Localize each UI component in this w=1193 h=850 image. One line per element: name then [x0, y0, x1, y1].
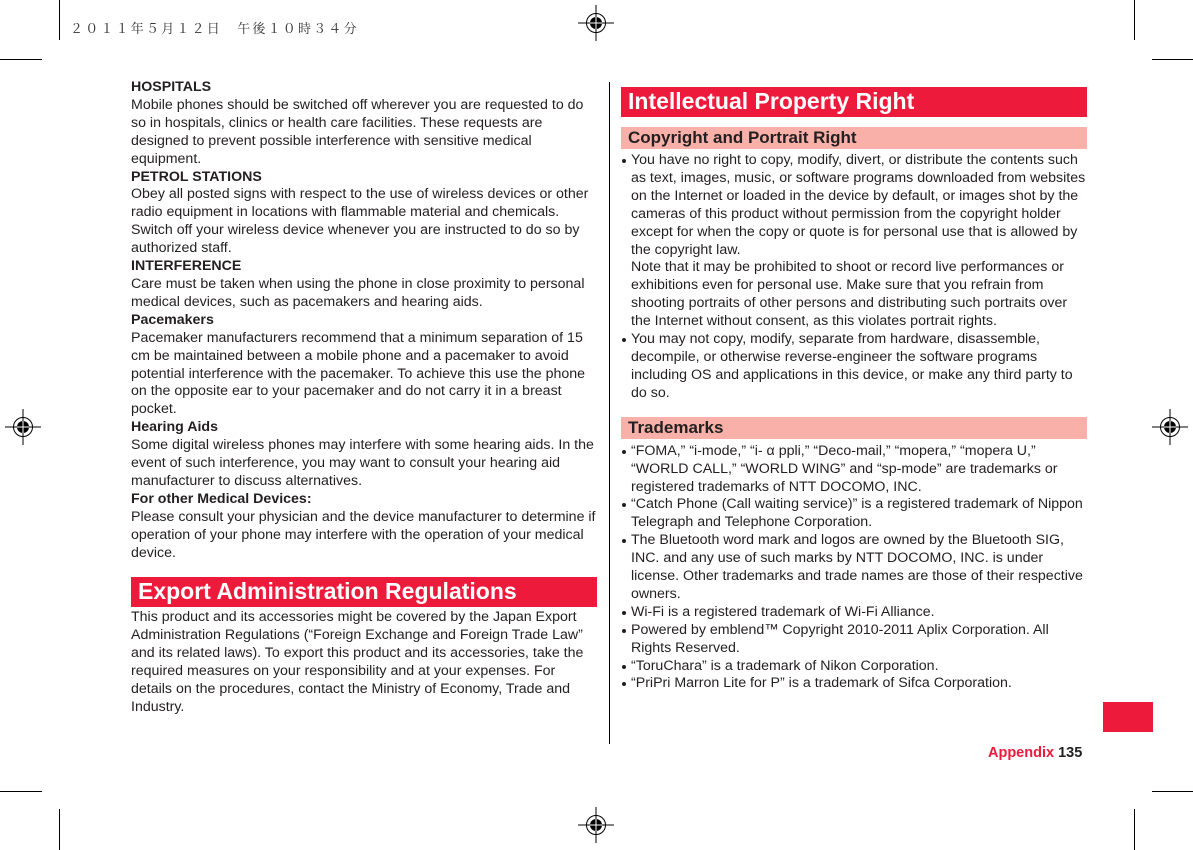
- section-heading: INTERFERENCE: [131, 258, 242, 275]
- list-item: Wi-Fi is a registered trademark of Wi-Fi Alliance.: [621, 604, 1087, 622]
- ip-title: Intellectual Property Right: [621, 87, 1087, 117]
- crop-mark: [0, 791, 42, 792]
- section-heading: Pacemakers: [131, 311, 214, 328]
- section-body: Obey all posted signs with respect to the use of wireless devices or other radio equipment in locations with flammable material and chemicals. Switch off your wireless device whenever you are instructed to do so by authorized staff.: [131, 186, 589, 257]
- list-item: “Catch Phone (Call waiting service)” is a registered trademark of Nippon Telegraph and Telephone Corporation.: [621, 496, 1087, 532]
- export-title: Export Administration Regulations: [131, 577, 597, 607]
- crop-mark: [0, 59, 42, 60]
- print-timestamp: ２０１１年５月１２日 午後１０時３４分: [70, 22, 359, 37]
- crop-mark: [59, 809, 60, 850]
- crop-mark: [1134, 0, 1135, 40]
- section-heading: For other Medical Devices:: [131, 490, 312, 507]
- list-item: Powered by emblend™ Copyright 2010-2011 Aplix Corporation. All Rights Reserved.: [621, 622, 1087, 658]
- list-item: The Bluetooth word mark and logos are owned by the Bluetooth SIG, INC. and any use of such marks by NTT DOCOMO, INC. is under license. Other trademarks and trade names are those of their respective owners.: [621, 532, 1087, 604]
- list-item: “FOMA,” “i-mode,” “i- α ppli,” “Deco-mail,” “mopera,” “mopera U,” “WORLD CALL,” “WORLD WING” and “sp-mode” are trademarks or registered trademarks of NTT DOCOMO, INC.: [621, 443, 1087, 497]
- crop-mark: [1134, 809, 1135, 850]
- list-item: “ToruChara” is a trademark of Nikon Corporation.: [621, 658, 1087, 676]
- bullet-text: You have no right to copy, modify, divert, or distribute the contents such as text, images, music, or software programs downloaded from websites on the Internet or loaded in the device by default, or images shot by the cameras of this product without permission from the copyright holder except for when the copy or quote is for personal use that is allowed by the copyright law.: [631, 152, 1086, 258]
- crop-mark: [1152, 59, 1193, 60]
- list-item: [621, 152, 1087, 331]
- registration-mark-icon: [578, 5, 614, 41]
- page-footer: [988, 745, 1082, 761]
- list-item: “PriPri Marron Lite for P” is a trademark of Sifca Corporation.: [621, 675, 1087, 693]
- crop-mark: [59, 0, 60, 40]
- index-tab: [1103, 702, 1153, 732]
- section-heading: Hearing Aids: [131, 419, 218, 436]
- trademarks-list: [621, 443, 1087, 694]
- section-body: Please consult your physician and the device manufacturer to determine if operation of your phone may interfere with the operation of your medical device.: [131, 508, 596, 561]
- bullet-note: Note that it may be prohibited to shoot or record live performances or exhibitions even for personal use. Make sure that you refrain from shooting portraits of other persons and distributing such portraits over the Internet without consent, as this violates portrait rights.: [631, 259, 1068, 330]
- registration-mark-icon: [5, 409, 41, 445]
- section-heading: HOSPITALS: [131, 79, 212, 95]
- registration-mark-icon: [1152, 409, 1188, 445]
- registration-mark-icon: [578, 807, 614, 843]
- list-item: [621, 331, 1087, 403]
- page-number: 135: [1058, 745, 1083, 761]
- copyright-subtitle: Copyright and Portrait Right: [621, 127, 1087, 149]
- section-heading: PETROL STATIONS: [131, 168, 262, 185]
- footer-section: Appendix: [988, 745, 1055, 761]
- section-body: Some digital wireless phones may interfere with some hearing aids. In the event of such interference, you may want to consult your hearing aid manufacturer to discuss alternatives.: [131, 437, 594, 489]
- crop-mark: [1152, 791, 1193, 792]
- copyright-list: [621, 152, 1087, 403]
- bullet-text: You may not copy, modify, separate from hardware, disassemble, decompile, or otherwise reverse-engineer the software programs including OS and applications in this device, or make any third party to do so.: [631, 331, 1073, 401]
- right-column: [621, 87, 1087, 693]
- export-body: This product and its accessories might be covered by the Japan Export Administration Regulations (“Foreign Exchange and Foreign Trade Law” and its related laws). To export this product and its accessories, take the required measures on your responsibility and at your expenses. For details on the procedures, contact the Ministry of Economy, Trade and Industry.: [131, 609, 584, 715]
- section-body: Care must be taken when using the phone in close proximity to personal medical devices, such as pacemakers and hearing aids.: [131, 275, 585, 310]
- section-body: Pacemaker manufacturers recommend that a minimum separation of 15 cm be maintained between a mobile phone and a pacemaker to avoid potential interference with the pacemaker. To achieve this use the phone on the opposite ear to your pacemaker and do not carry it in a breast pocket.: [131, 329, 586, 418]
- section-body: Mobile phones should be switched off wherever you are requested to do so in hospitals, clinics or health care facilities. These requests are designed to prevent possible interference with sensitive medical equipment.: [131, 96, 584, 167]
- left-column: [131, 79, 597, 562]
- column-divider: [609, 82, 610, 744]
- export-section: [131, 577, 597, 716]
- trademarks-subtitle: Trademarks: [621, 417, 1087, 439]
